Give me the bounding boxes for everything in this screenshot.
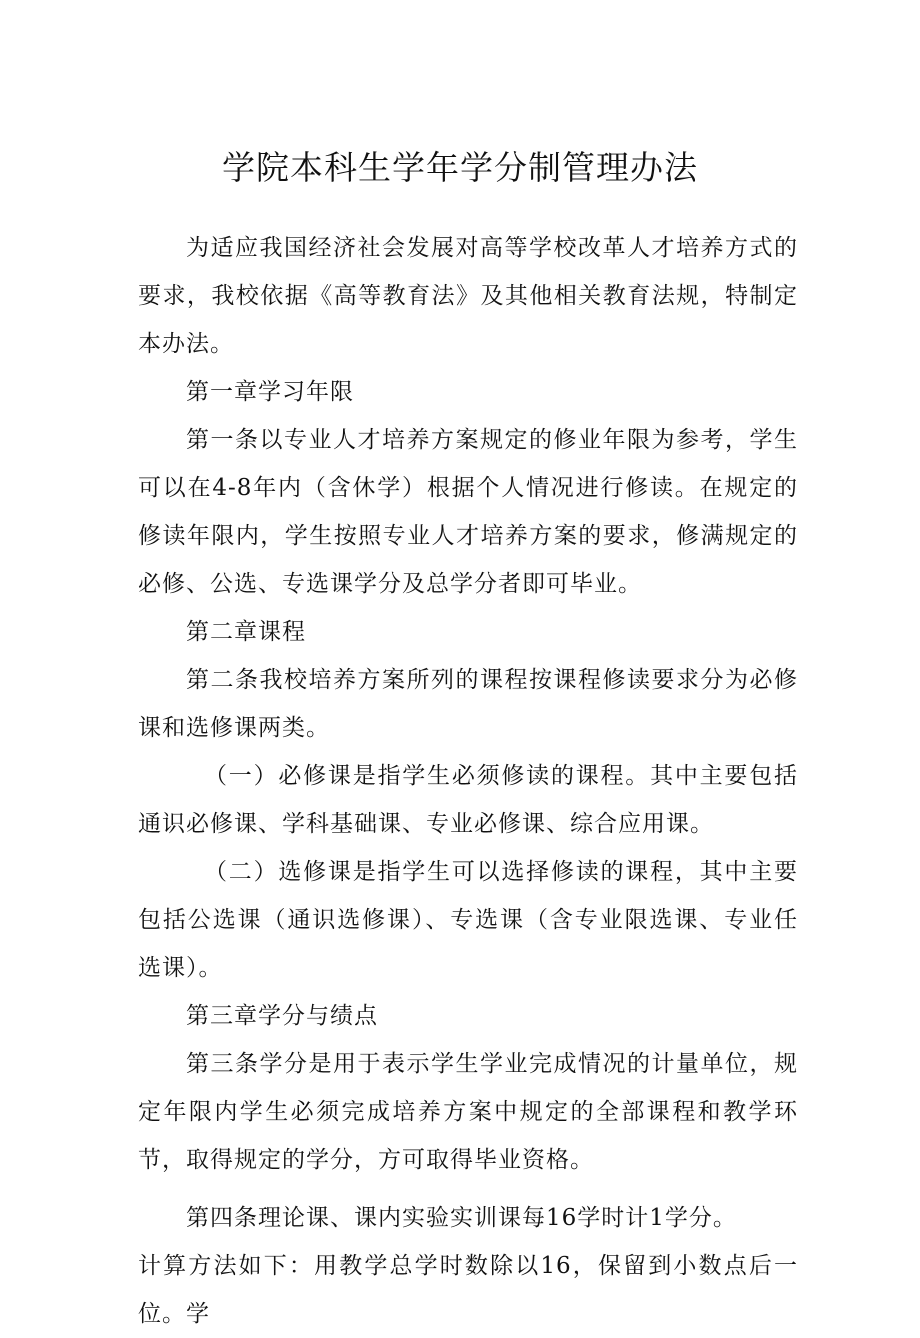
article-1-paragraph: 第一条以专业人才培养方案规定的修业年限为参考，学生可以在4-8年内（含休学）根据个人情况进行修读。在规定的修读年限内，学生按照专业人才培养方案的要求，修满规定的必修、公选、专选课学分及总学分者即可毕业。 <box>138 427 798 597</box>
elective-course-paragraph: （二）选修课是指学生可以选择修读的课程，其中主要包括公选课（通识选修课）、专选课（含专业限选课、专业任选课）。 <box>138 859 798 981</box>
document-title: 学院本科生学年学分制管理办法 <box>222 148 698 187</box>
chapter-1-heading: 第一章学习年限 <box>186 379 354 405</box>
document-body <box>138 224 798 1338</box>
article-4-paragraph: 第四条理论课、课内实验实训课每16学时计1学分。 <box>186 1205 737 1231</box>
required-course-paragraph: （一）必修课是指学生必须修读的课程。其中主要包括通识必修课、学科基础课、专业必修课、综合应用课。 <box>138 763 798 837</box>
calculation-method-paragraph: 计算方法如下：用教学总学时数除以16，保留到小数点后一位。学 <box>138 1253 798 1327</box>
intro-paragraph: 为适应我国经济社会发展对高等学校改革人才培养方式的要求，我校依据《高等教育法》及其他相关教育法规，特制定本办法。 <box>138 235 798 357</box>
chapter-2-heading: 第二章课程 <box>186 619 306 645</box>
chapter-3-heading: 第三章学分与绩点 <box>186 1003 378 1029</box>
article-3-paragraph: 第三条学分是用于表示学生学业完成情况的计量单位，规定年限内学生必须完成培养方案中规定的全部课程和教学环节，取得规定的学分，方可取得毕业资格。 <box>138 1051 798 1173</box>
article-2-paragraph: 第二条我校培养方案所列的课程按课程修读要求分为必修课和选修课两类。 <box>138 667 798 741</box>
